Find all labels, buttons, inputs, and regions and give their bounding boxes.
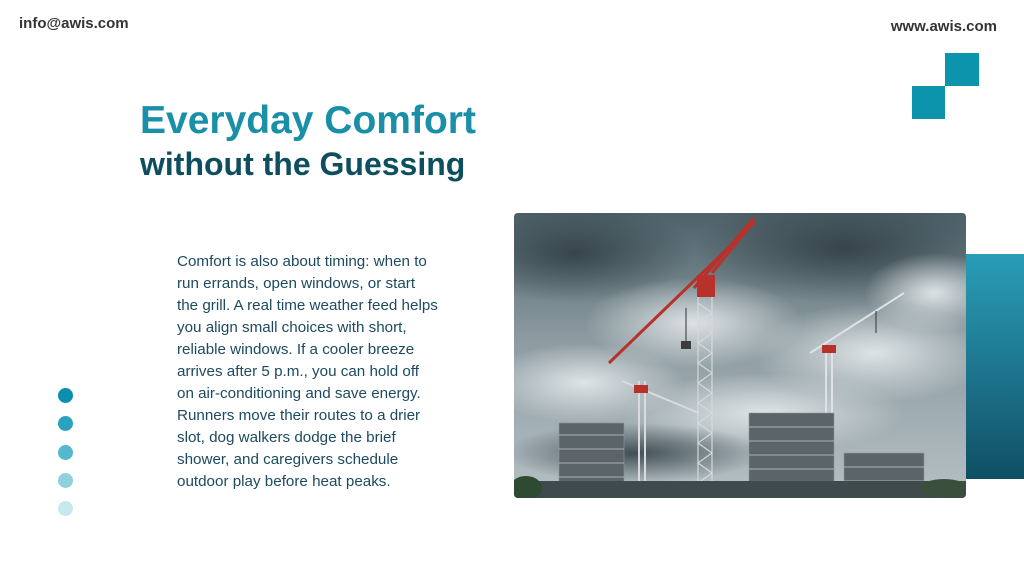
body-paragraph: Comfort is also about timing: when to run errands, open windows, or start the grill. A real time weather feed helps you align small choices with short, reliable windows. If a cooler breeze arrives after 5 p.m., you can hold off on air-conditioning and save energy. Runners move their routes to a drier slot, dog walkers dodge the brief shower, and caregivers schedule outdoor play before heat peaks. <box>177 253 438 490</box>
website-link[interactable]: www.awis.com <box>890 18 997 35</box>
accent-bar <box>966 254 1024 479</box>
progress-dot-1 <box>58 388 73 403</box>
progress-dot-4 <box>58 473 73 488</box>
slide-subtitle: without the Guessing <box>140 146 466 182</box>
progress-dot-3 <box>58 445 73 460</box>
progress-dot-2 <box>58 416 73 431</box>
decor-square-icon <box>912 86 945 119</box>
slide-title: Everyday Comfort <box>140 99 476 142</box>
progress-dot-5 <box>58 501 73 516</box>
decor-square-icon <box>945 53 979 86</box>
email-link[interactable]: info@awis.com <box>19 15 129 32</box>
construction-photo <box>514 213 966 498</box>
